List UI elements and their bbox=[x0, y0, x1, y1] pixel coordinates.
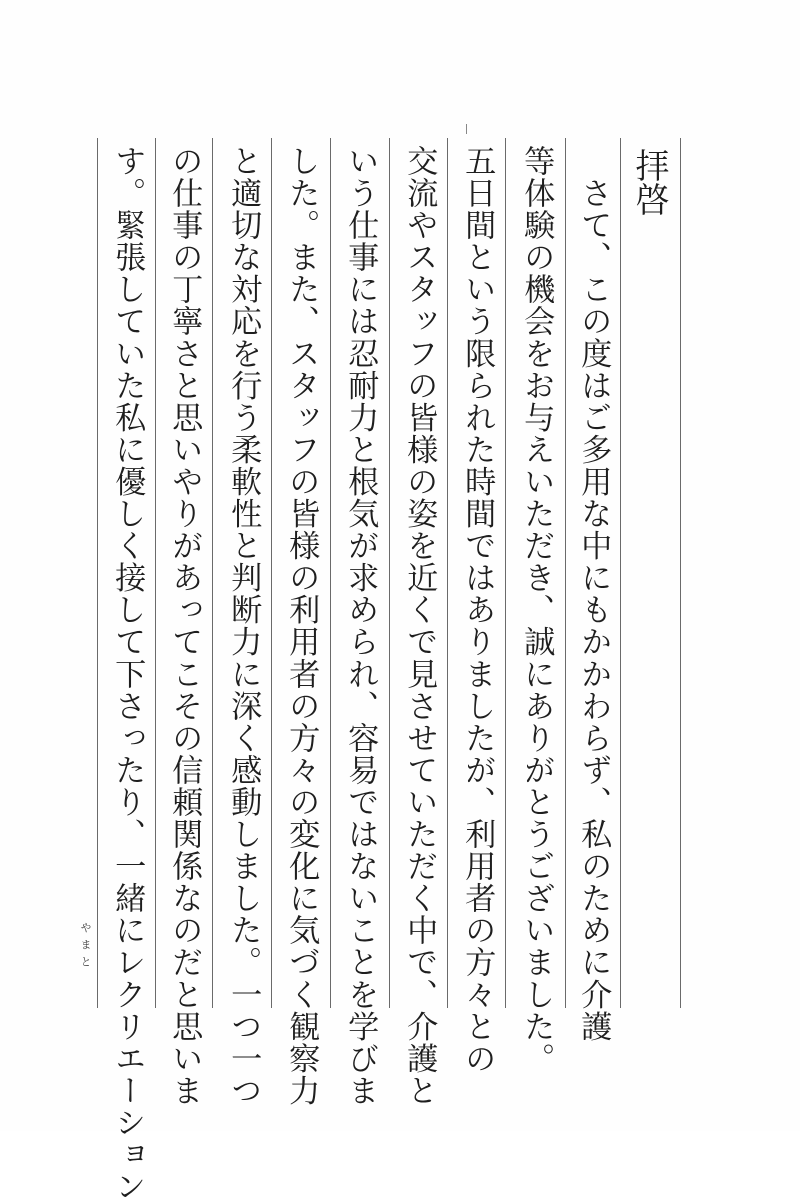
letter-line-2: 等体験の機会をお与えいただき、誠にありがとうございました。 bbox=[518, 145, 555, 1075]
ruled-line bbox=[330, 138, 331, 1008]
letter-line-9: す。緊張していた私に優しく接して下さったり、一緒にレクリエーション bbox=[109, 145, 146, 1203]
ruled-line bbox=[680, 138, 681, 1008]
ruled-line bbox=[505, 138, 506, 1008]
letter-heading: 拝啓 bbox=[629, 148, 669, 216]
letter-line-7: と適切な対応を行う柔軟性と判断力に深く感動しました。一つ一つ bbox=[225, 145, 262, 1107]
ruled-line bbox=[565, 138, 566, 1008]
letter-line-3: 五日間という限られた時間ではありましたが、利用者の方々との bbox=[459, 145, 496, 1075]
ruled-line bbox=[447, 138, 448, 1008]
letter-line-5: いう仕事には忍耐力と根気が求められ、容易ではないことを学びま bbox=[342, 145, 379, 1107]
ruled-line bbox=[155, 138, 156, 1008]
ruled-line bbox=[271, 138, 272, 1008]
letter-line-4: 交流やスタッフの皆様の姿を近くで見させていただく中で、介護と bbox=[401, 145, 438, 1107]
column-guide-tick bbox=[466, 124, 467, 134]
letter-line-8: の仕事の丁寧さと思いやりがあってこその信頼関係なのだと思いま bbox=[166, 145, 203, 1107]
ruled-line bbox=[212, 138, 213, 1008]
ruled-line bbox=[97, 138, 98, 1008]
ruled-line bbox=[389, 138, 390, 1008]
letter-line-1: さて、この度はご多用な中にもかかわらず、私のために介護 bbox=[575, 145, 612, 1043]
letter-line-6: した。また、スタッフの皆様の利用者の方々の変化に気づく観察力 bbox=[283, 145, 320, 1107]
ruled-line bbox=[620, 138, 621, 1008]
margin-note: やまと bbox=[79, 922, 92, 973]
